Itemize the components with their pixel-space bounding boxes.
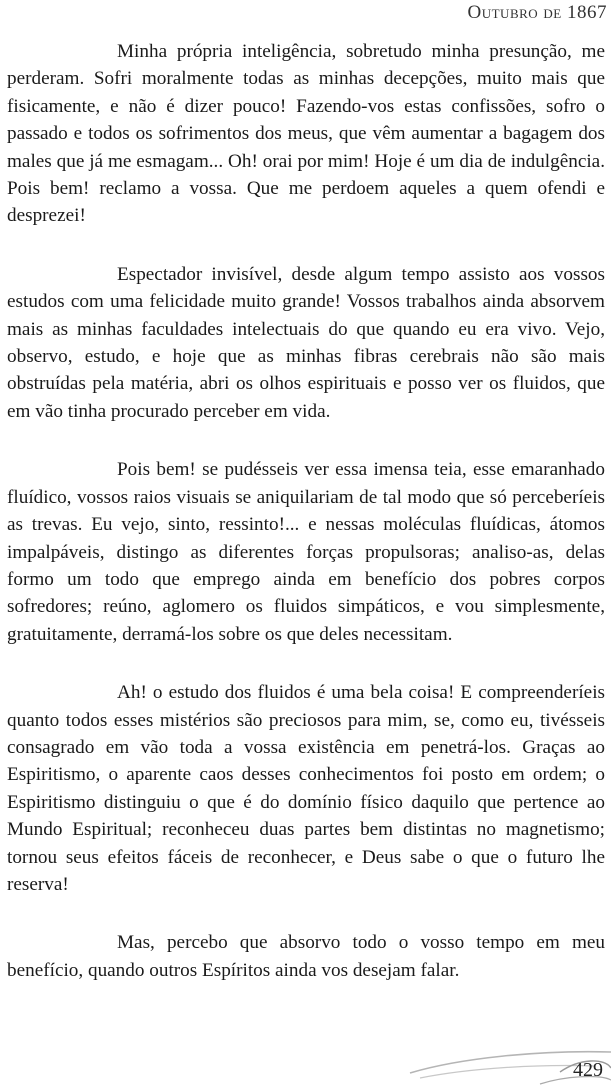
paragraph-2: Espectador invisível, desde algum tempo assisto aos vossos estudos com uma felicidade muito grande! Vossos trabalhos ainda absorvem mais as minhas faculdades intelectuais do que quando eu era vivo. Vejo, observo, estudo, e hoje que as minhas fibras cerebrais não são mais obstruídas pela matéria, abri os olhos espirituais e posso ver os fluidos, que em vão tinha procurado perceber em vida. [7, 263, 605, 422]
paragraph-3: Pois bem! se pudésseis ver essa imensa teia, esse emaranhado fluídico, vossos raios visuais se aniquilariam de tal modo que só perceberíeis as trevas. Eu vejo, sinto, ressinto!... e nessas moléculas fluídicas, átomos impalpáveis, distingo as diferentes forças propulsoras; analiso-as, delas formo um todo que emprego ainda em benefício dos pobres corpos sofredores; reúno, aglomero os fluidos simpáticos, e vou simplesmente, gratuitamente, derramá-los sobre os que deles necessitam. [7, 459, 605, 645]
page-number: 429 [573, 1059, 603, 1081]
paragraph-5: Mas, percebo que absorvo todo o vosso tempo em meu benefício, quando outros Espíritos ainda vos desejam falar. [7, 932, 605, 981]
running-header: Outubro de 1867 [467, 2, 607, 23]
page-footer [0, 1028, 611, 1088]
page-body [7, 38, 605, 1015]
paragraph-1: Minha própria inteligência, sobretudo minha presunção, me perderam. Sofri moralmente todas as minhas decepções, muito mais que fisicamente, e não é dizer pouco! Fazendo-vos estas confissões, sofro o passado e todos os sofrimentos dos meus, que vêm aumentar a bagagem dos males que já me esmagam... Oh! orai por mim! Hoje é um dia de indulgência. Pois bem! reclamo a vossa. Que me perdoem aqueles a quem ofendi e desprezei! [7, 41, 605, 227]
footer-swoosh-ornament [0, 1028, 611, 1088]
paragraph-4: Ah! o estudo dos fluidos é uma bela coisa! E compreenderíeis quanto todos esses mistérios são preciosos para mim, se, como eu, tivésseis consagrado em vão toda a vossa existência em penetrá-los. Graças ao Espiritismo, o aparente caos desses conhecimentos foi posto em ordem; o Espiritismo distinguiu o que é do domínio físico daquilo que pertence ao Mundo Espiritual; reconheceu duas partes bem distintas no magnetismo; tornou seus efeitos fáceis de reconhecer, e Deus sabe o que o futuro lhe reserva! [7, 682, 605, 895]
